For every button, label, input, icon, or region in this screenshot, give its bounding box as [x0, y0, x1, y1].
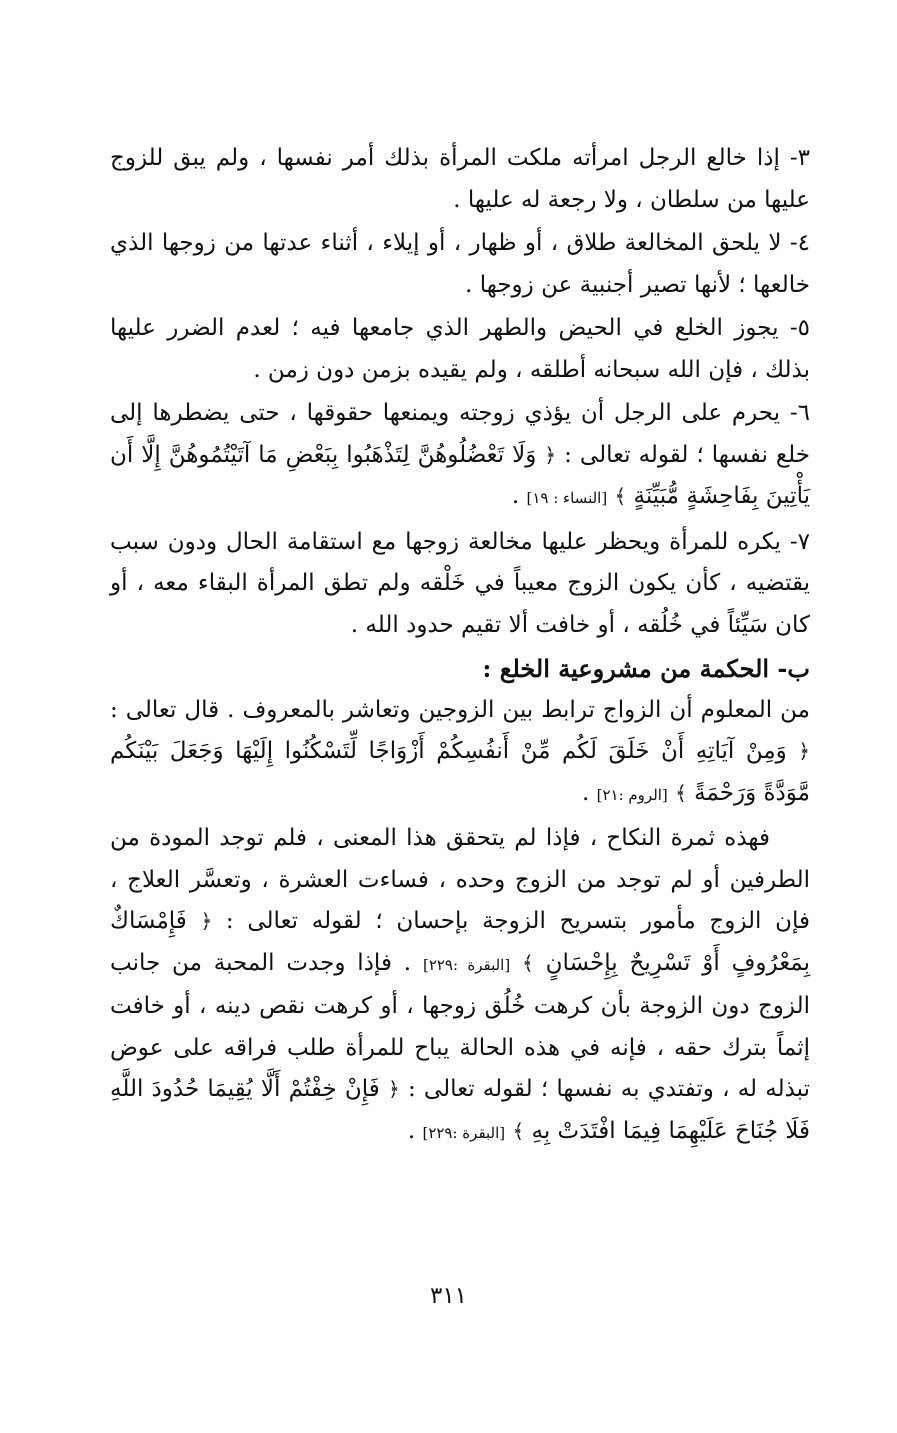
verse-reference: [البقرة :٢٢٩]: [422, 955, 511, 974]
verse-reference: [النساء : ١٩]: [526, 489, 608, 507]
page-number: ٣١١: [429, 1283, 468, 1309]
paragraph-4-text: ٤- لا يلحق المخالعة طلاق ، أو ظهار ، أو إيلاء ، أثناء عدتها من زوجها الذي خالعها ؛ لأنها تصير أجنبية عن زوجها .: [110, 230, 810, 298]
paragraph-5-text: ٥- يجوز الخلع في الحيض والطهر الذي جامعها فيه ؛ لعدم الضرر عليها بذلك ، فإن الله سبحانه أطلقه ، ولم يقيده بزمن دون زمن .: [110, 315, 810, 383]
paragraph-7: [110, 522, 810, 647]
book-page-body: [110, 138, 810, 1156]
quran-bracket-open: ﴿: [200, 909, 213, 933]
quran-bracket-open: ﴿: [798, 739, 810, 763]
quran-verse: وَمِنْ آيَاتِهِ أَنْ خَلَقَ لَكُم مِّنْ أَنفُسِكُمْ أَزْوَاجًا لِّتَسْكُنُوا إِلَيْهَا وَجَعَلَ بَيْنَكُم مَّوَدَّةً وَرَحْمَةً: [110, 738, 810, 806]
paragraph-7-text: ٧- يكره للمرأة ويحظر عليها مخالعة زوجها مع استقامة الحال ودون سبب يقتضيه ، كأن يكون الزوج معيباً في خَلْقه ولم تطق المرأة البقاء معه ، أو كان سَيِّئاً في خُلُقه ، أو خافت ألا تقيم حدود الله .: [110, 528, 810, 638]
quran-verse: وَلَا تَعْضُلُوهُنَّ لِتَذْهَبُوا بِبَعْضِ مَا آتَيْتُمُوهُنَّ إِلَّا أَن يَأْتِينَ بِفَاحِشَةٍ مُّبَيِّنَةٍ: [110, 441, 810, 509]
quran-bracket-open: ﴿: [388, 1077, 400, 1101]
quran-bracket-close: ﴾: [614, 484, 627, 508]
paragraph-wisdom-text: من المعلوم أن الزواج ترابط بين الزوجين وتعاشر بالمعروف . قال تعالى :: [110, 696, 810, 723]
verse-reference: [الروم :٢١]: [596, 785, 668, 804]
quran-bracket-open: ﴿: [544, 442, 557, 467]
quran-bracket-close: ﴾: [512, 1118, 525, 1143]
paragraph-3-text: ٣- إذا خالع الرجل امرأته ملكت المرأة بذلك أمر نفسها ، ولم يبق للزوج عليها من سلطان ، ولا رجعة له عليها .: [110, 145, 810, 213]
quran-bracket-close: ﴾: [522, 950, 534, 975]
paragraph-fruit-text: فهذه ثمرة النكاح ، فإذا لم يتحقق هذا المعنى ، فلم توجد المودة من الطرفين أو لم توجد من الزوج وحده ، فساءت العشرة ، وتعسَّر العلاج ، فإن الزوج مأمور بتسريح الزوجة بإحسان ؛ لقوله تعالى :: [110, 825, 811, 934]
quran-verse: فَإِمْسَاكٌ بِمَعْرُوفٍ أَوْ تَسْرِيحٌ بِإِحْسَانٍ: [110, 908, 811, 976]
paragraph-6-text: ٦- يحرم على الرجل أن يؤذي زوجته ويمنعها حقوقها ، حتى يضطرها إلى خلع نفسها ؛ لقوله تعالى :: [110, 400, 811, 468]
paragraph-fruit-end: .: [407, 1117, 423, 1144]
paragraph-fruit-middle: . فإذا وجدت المحبة من جانب الزوج دون الزوجة بأن كرهت خُلُق زوجها ، أو كرهت نقص دينه ، أو خافت إثماً بترك حقه ، فإنه في هذه الحالة يباح للمرأة طلب فراقه على عوض تبذله له ، وتفتدي به نفسها ؛ لقوله تعالى :: [110, 949, 811, 1102]
paragraph-wisdom-end: .: [581, 779, 597, 806]
paragraph-fruit: [110, 818, 810, 1154]
paragraph-6: [110, 393, 810, 520]
paragraph-4: [110, 223, 810, 306]
section-heading: ب- الحكمة من مشروعية الخلع :: [482, 654, 810, 683]
paragraph-3: [110, 138, 810, 221]
paragraph-wisdom: [110, 690, 810, 817]
verse-reference: [البقرة :٢٢٩]: [422, 1123, 506, 1142]
quran-verse: فَإِنْ خِفْتُمْ أَلَّا يُقِيمَا حُدُودَ اللَّهِ فَلَا جُنَاحَ عَلَيْهِمَا فِيمَا افْتَدَتْ بِهِ: [110, 1076, 810, 1144]
paragraph-6-end: .: [511, 483, 527, 509]
quran-bracket-close: ﴾: [675, 780, 687, 805]
paragraph-5: [110, 308, 810, 391]
